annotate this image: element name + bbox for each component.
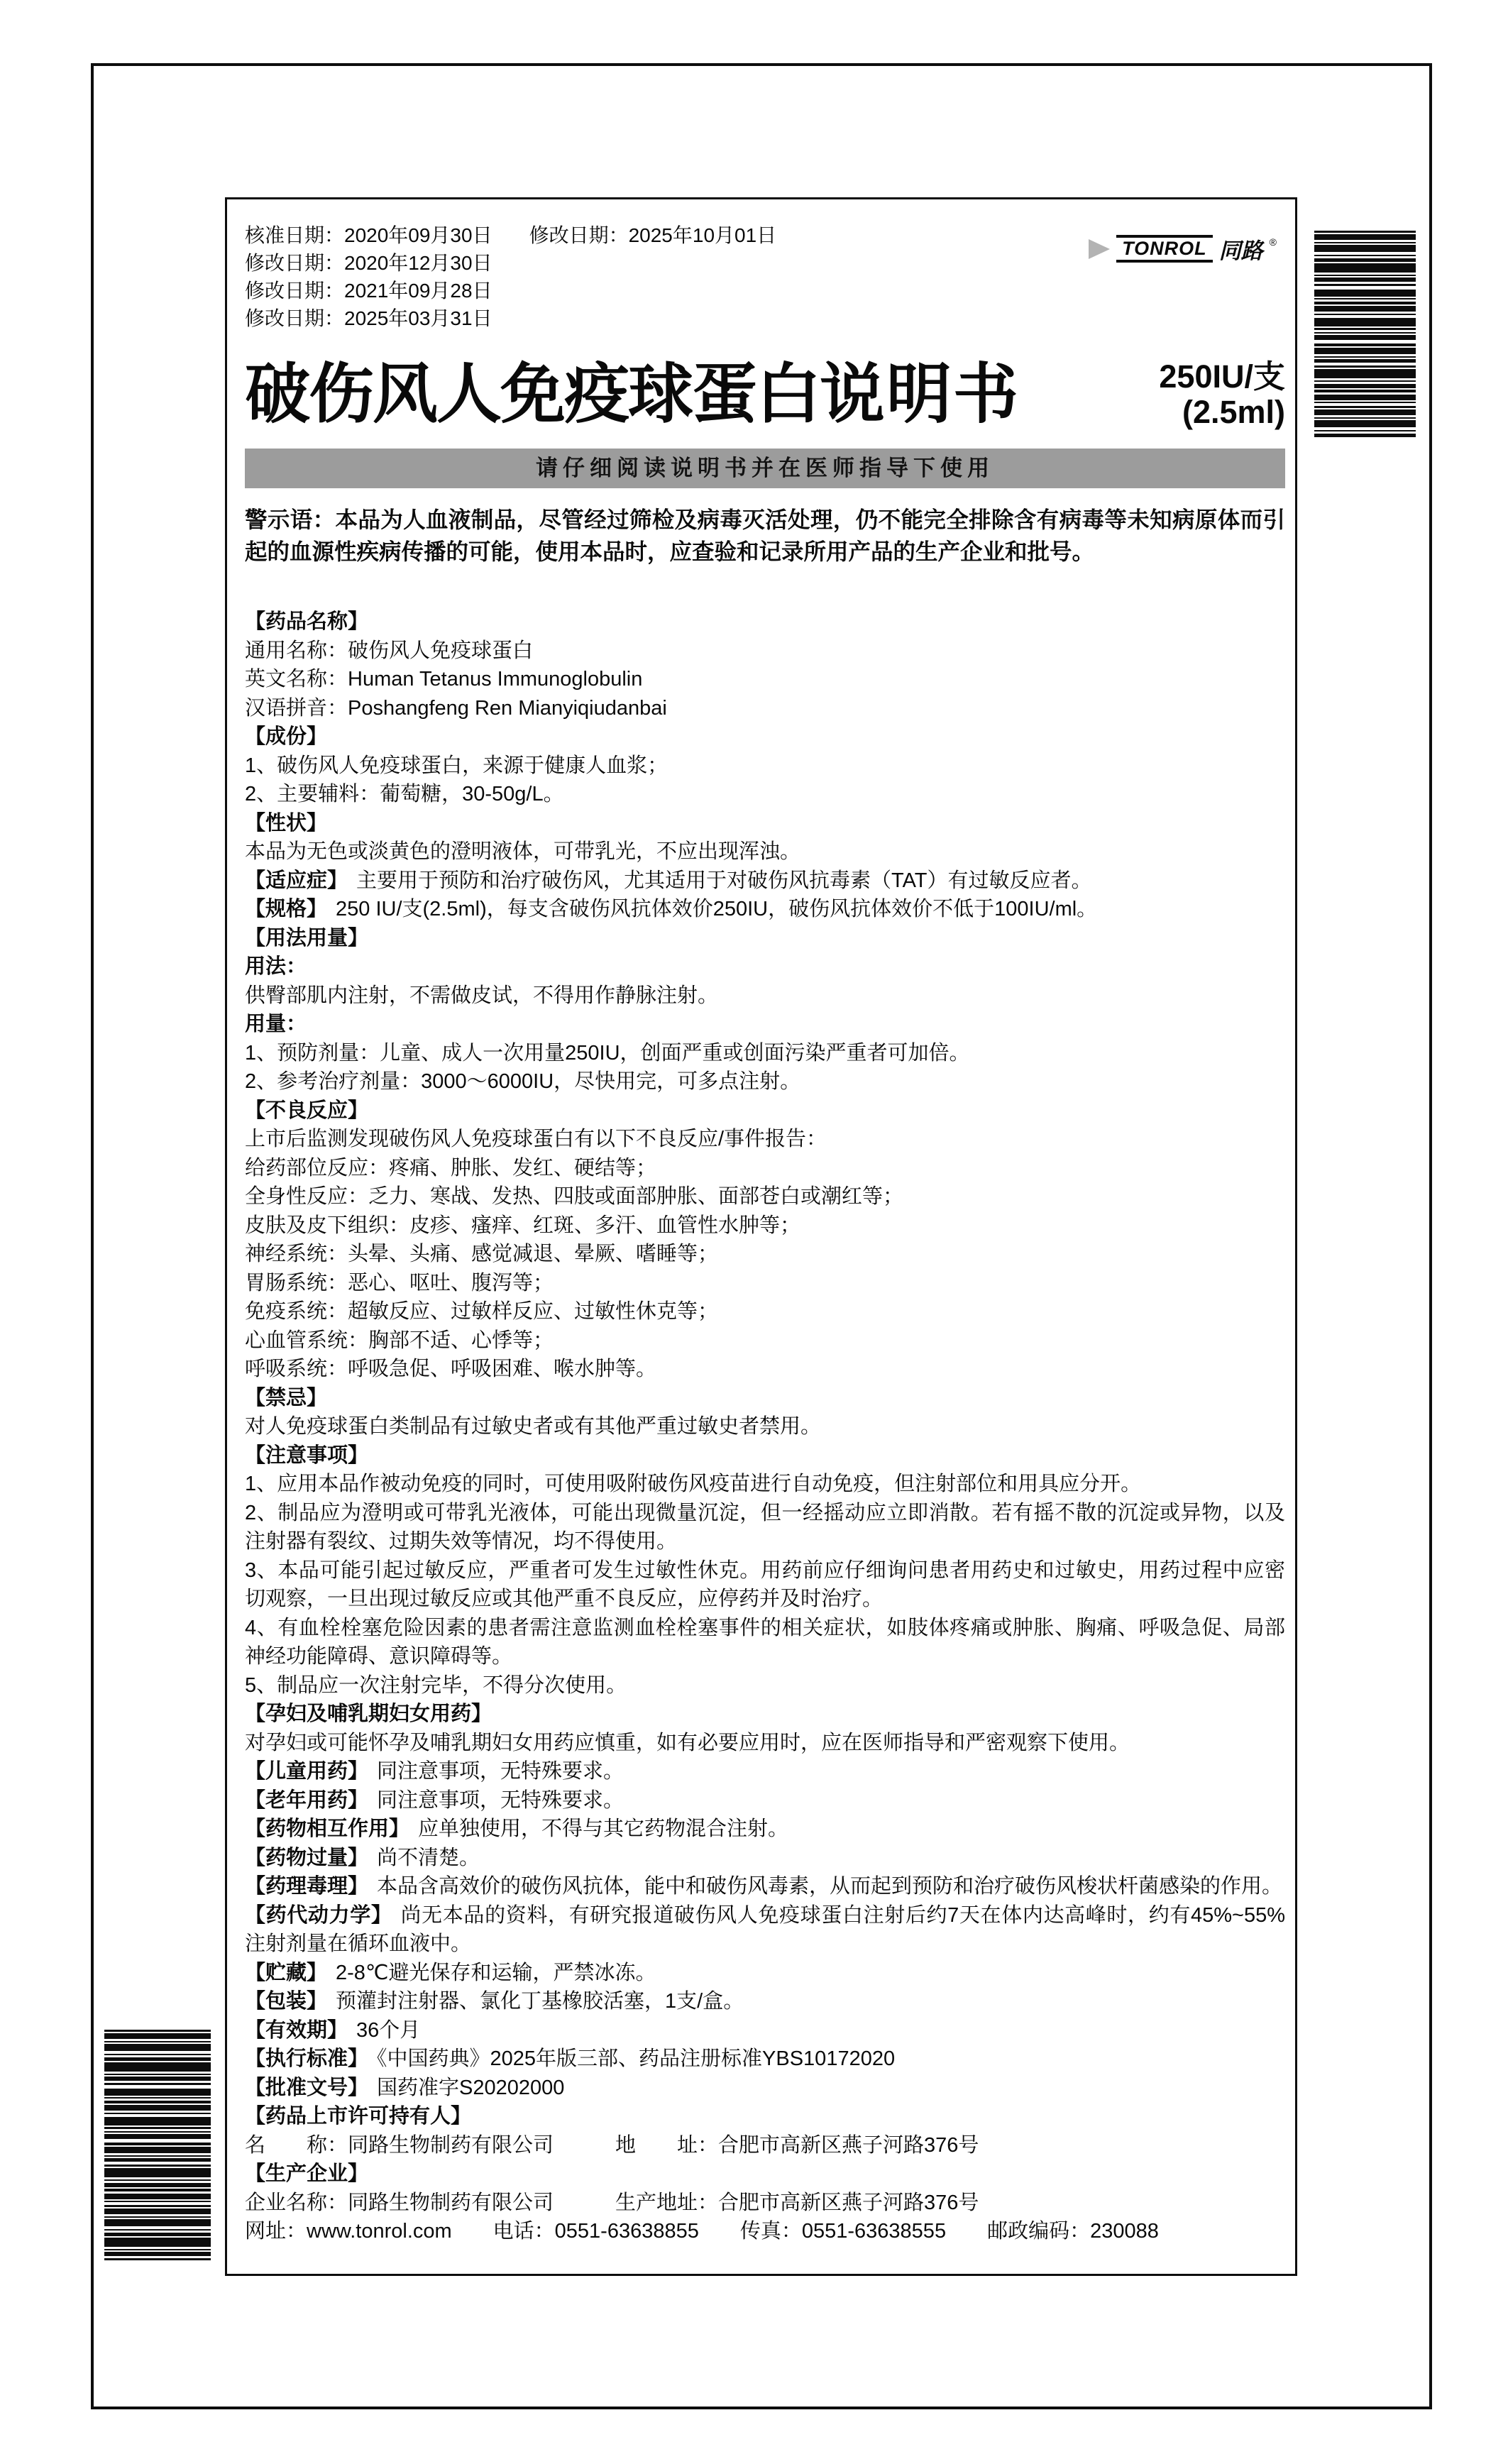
barcode-stripe <box>104 2179 211 2181</box>
barcode-top-right <box>1314 231 1416 440</box>
paragraph-text: 1、破伤风人免疫球蛋白，来源于健康人血浆； <box>245 754 668 777</box>
barcode-stripe <box>104 2183 211 2187</box>
barcode-stripe <box>1314 242 1416 243</box>
barcode-stripe <box>104 2258 211 2260</box>
text-line <box>245 1211 1285 1241</box>
text-line <box>245 837 1285 867</box>
barcode-stripe <box>104 2189 211 2191</box>
barcode-stripe <box>1314 402 1416 403</box>
barcode-stripe <box>104 2205 211 2207</box>
barcode-stripe <box>1314 384 1416 388</box>
section-line <box>245 2074 1285 2103</box>
section-heading: 【不良反应】 <box>245 1099 369 1122</box>
barcode-stripe <box>1314 409 1416 415</box>
barcode-stripe <box>104 2219 211 2226</box>
paragraph-text: 对人免疫球蛋白类制品有过敏史者或有其他严重过敏史者禁用。 <box>245 1415 822 1438</box>
barcode-stripe <box>104 2168 211 2177</box>
paragraph-text: 2、制品应为澄明或可带乳光液体，可能出现微量沉淀，但一经摇动应立即消散。若有摇不散的沉淀或异物，以及注射器有裂纹、过期失效等情况，均不得使用。 <box>245 1501 1285 1553</box>
paragraph-text: 对孕妇或可能怀孕及哺乳期妇女用药应慎重，如有必要应用时，应在医师指导和严密观察下使用。 <box>245 1731 1130 1754</box>
section-line <box>245 895 1285 924</box>
section-heading: 【药物相互作用】 <box>245 1817 410 1840</box>
barcode-stripe <box>104 2209 211 2214</box>
section-inline-text: 《中国药典》2025年版三部、药品注册标准YBS10172020 <box>377 2047 896 2070</box>
barcode-stripe <box>104 2030 211 2032</box>
section-inline-text: 同注意事项，无特殊要求。 <box>377 1788 624 1812</box>
section-line <box>245 1786 1285 1815</box>
barcode-stripe <box>1314 314 1416 315</box>
section-heading: 【药代动力学】 <box>245 1903 392 1927</box>
section-line <box>245 1384 1285 1413</box>
barcode-stripe <box>104 2249 211 2250</box>
section-heading: 【批准文号】 <box>245 2076 369 2099</box>
section-inline-text: 尚无本品的资料，有研究报道破伤风人免疫球蛋白注射后约7天在体内达高峰时，约有45%~55%注射剂量在循环血液中。 <box>245 1903 1285 1955</box>
barcode-stripe <box>104 2127 211 2129</box>
section-inline-text: 尚不清楚。 <box>377 1846 480 1869</box>
section-inline-text: 预灌封注射器、氯化丁基橡胶活塞，1支/盒。 <box>336 1990 744 2013</box>
text-line <box>245 1729 1285 1758</box>
section-line <box>245 1441 1285 1470</box>
text-line <box>245 752 1285 781</box>
barcode-stripe <box>1314 263 1416 273</box>
spec-volume: (2.5ml) <box>1182 394 1285 430</box>
barcode-stripe <box>104 2201 211 2202</box>
paragraph-text: 3、本品可能引起过敏反应，严重者可发生过敏性休克。用药前应仔细询问患者用药史和过敏史，用药过程中应密切观察，一旦出现过敏反应或其他严重不良反应，应停药并及时治疗。 <box>245 1558 1285 1610</box>
subheading: 用法： <box>245 955 307 978</box>
barcode-stripe <box>1314 348 1416 354</box>
text-line <box>245 2131 1285 2160</box>
section-heading: 【生产企业】 <box>245 2162 369 2185</box>
text-line <box>245 1297 1285 1326</box>
logo-triangle-icon <box>1089 239 1110 259</box>
barcode-stripe <box>104 2062 211 2072</box>
paragraph-text: 1、预防剂量：儿童、成人一次用量250IU，创面严重或创面污染严重者可加倍。 <box>245 1041 970 1065</box>
barcode-stripe <box>1314 406 1416 408</box>
barcode-stripe <box>1314 306 1416 312</box>
section-inline-text: 主要用于预防和治疗破伤风，尤其适用于对破伤风抗毒素（TAT）有过敏反应者。 <box>356 869 1092 892</box>
barcode-stripe <box>1314 302 1416 304</box>
text-line <box>245 1355 1285 1384</box>
barcode-stripe <box>1314 258 1416 262</box>
text-line <box>245 2217 1285 2246</box>
barcode-stripe <box>1314 395 1416 400</box>
section-heading: 【适应症】 <box>245 869 348 892</box>
barcode-stripe <box>1314 275 1416 276</box>
section-heading: 【贮藏】 <box>245 1961 328 1984</box>
paragraph-text: 英文名称：Human Tetanus Immunoglobulin <box>245 668 643 691</box>
barcode-stripe <box>104 2216 211 2218</box>
barcode-stripe <box>104 2101 211 2103</box>
paragraph-text: 供臀部肌内注射，不需做皮试，不得用作静脉注射。 <box>245 984 719 1007</box>
barcode-stripe <box>104 2074 211 2075</box>
section-heading: 【性状】 <box>245 811 328 835</box>
section-inline-text: 2-8℃避光保存和运输，严禁冰冻。 <box>336 1961 656 1984</box>
paragraph-text: 2、参考治疗剂量：3000～6000IU，尽快用完，可多点注射。 <box>245 1070 801 1093</box>
section-heading: 【规格】 <box>245 898 328 920</box>
barcode-stripe <box>104 2041 211 2042</box>
barcode-stripe <box>1314 318 1416 326</box>
barcode-stripe <box>1314 298 1416 299</box>
leaflet-content <box>245 197 1285 2246</box>
text-line <box>245 1154 1285 1183</box>
barcode-stripe <box>1314 284 1416 286</box>
section-heading: 【药物过量】 <box>245 1846 369 1869</box>
barcode-stripe <box>104 2089 211 2096</box>
section-heading: 【有效期】 <box>245 2018 348 2042</box>
section-inline-text: 同注意事项，无特殊要求。 <box>377 1760 624 1783</box>
text-line <box>245 1470 1285 1499</box>
text-line <box>245 1671 1285 1700</box>
revision-date: 修改日期：2025年10月01日 <box>529 224 777 246</box>
dose-spec <box>1159 359 1285 431</box>
text-line <box>245 1010 1285 1039</box>
section-inline-text: 应单独使用，不得与其它药物混合注射。 <box>418 1817 789 1840</box>
barcode-stripe <box>104 2158 211 2162</box>
product-title <box>245 358 1020 431</box>
registered-trademark-icon: ® <box>1269 236 1277 248</box>
paragraph-text: 网址：www.tonrol.com 电话：0551-63638855 传真：0551-63638555 邮政编码：230088 <box>245 2220 1159 2243</box>
dates-block <box>245 197 1285 332</box>
text-line <box>245 1499 1285 1556</box>
barcode-stripe <box>104 2083 211 2085</box>
section-line <box>245 2045 1285 2074</box>
text-line <box>245 1614 1285 1671</box>
section-line <box>245 1901 1285 1959</box>
notice-bar: 请仔细阅读说明书并在医师指导下使用 <box>245 449 1285 488</box>
paragraph-text: 1、应用本品作被动免疫的同时，可使用吸附破伤风疫苗进行自动免疫，但注射部位和用具应分开。 <box>245 1473 1142 1495</box>
barcode-stripe <box>1314 420 1416 427</box>
barcode-stripe <box>1314 290 1416 297</box>
barcode-stripe <box>1314 434 1416 437</box>
section-line <box>245 722 1285 752</box>
section-line <box>245 1096 1285 1126</box>
paragraph-text: 上市后监测发现破伤风人免疫球蛋白有以下不良反应/事件报告： <box>245 1128 827 1150</box>
barcode-stripe <box>104 2131 211 2133</box>
section-line <box>245 1959 1285 1988</box>
text-line <box>245 1182 1285 1211</box>
barcode-stripe <box>104 2105 211 2111</box>
text-line <box>245 780 1285 809</box>
barcode-stripe <box>104 2194 211 2199</box>
paragraph-text: 2、主要辅料：葡萄糖，30-50g/L。 <box>245 783 564 805</box>
barcode-stripe <box>1314 343 1416 346</box>
text-line <box>245 694 1285 723</box>
section-heading: 【执行标准】 <box>245 2047 369 2070</box>
paragraph-text: 本品为无色或淡黄色的澄明液体，可带乳光，不应出现浑浊。 <box>245 840 801 863</box>
text-line <box>245 1240 1285 1269</box>
section-heading: 【孕妇及哺乳期妇女用药】 <box>245 1703 492 1725</box>
barcode-stripe <box>1314 335 1416 340</box>
leaflet-body <box>245 607 1285 2246</box>
section-inline-text: 36个月 <box>356 2018 421 2042</box>
paragraph-text: 免疫系统：超敏反应、过敏样反应、过敏性休克等； <box>245 1300 719 1323</box>
text-line <box>245 952 1285 981</box>
barcode-stripe <box>1314 365 1416 368</box>
paragraph-text: 名 称：同路生物制药有限公司 地 址：合肥市高新区燕子河路376号 <box>245 2133 979 2157</box>
barcode-stripe <box>104 2113 211 2114</box>
barcode-stripe <box>1314 245 1416 252</box>
section-line <box>245 1700 1285 1729</box>
section-line <box>245 1872 1285 1901</box>
title-suffix: 说明书 <box>820 358 1020 431</box>
revision-date: 修改日期：2025年03月31日 <box>245 307 492 329</box>
barcode-stripe <box>104 2054 211 2055</box>
section-line <box>245 1844 1285 1873</box>
barcode-stripe <box>1314 356 1416 358</box>
text-line <box>245 1326 1285 1355</box>
paragraph-text: 4、有血栓栓塞危险因素的患者需注意监测血栓栓塞事件的相关症状，如肢体疼痛或肿胀、胸痛、呼吸急促、局部神经功能障碍、意识障碍等。 <box>245 1616 1285 1668</box>
section-inline-text: 250 IU/支(2.5ml)，每支含破伤风抗体效价250IU，破伤风抗体效价不低于100IU/ml。 <box>336 898 1098 920</box>
paragraph-text: 通用名称：破伤风人免疫球蛋白 <box>245 639 534 662</box>
text-line <box>245 665 1285 694</box>
subheading: 用量： <box>245 1013 307 1035</box>
barcode-stripe <box>104 2044 211 2051</box>
text-line <box>245 637 1285 666</box>
paragraph-text: 汉语拼音：Poshangfeng Ren Mianyiqiudanbai <box>245 696 667 720</box>
barcode-stripe <box>1314 417 1416 419</box>
text-line <box>245 1269 1285 1298</box>
barcode-stripe <box>1314 328 1416 330</box>
section-line <box>245 2102 1285 2131</box>
section-heading: 【药理毒理】 <box>245 1875 369 1898</box>
section-line <box>245 607 1285 637</box>
paragraph-text: 心血管系统：胸部不适、心悸等； <box>245 1329 554 1352</box>
paragraph-text: 皮肤及皮下组织：皮疹、瘙痒、红斑、多汗、血管性水肿等； <box>245 1214 801 1237</box>
section-line <box>245 867 1285 896</box>
section-line <box>245 1815 1285 1844</box>
section-heading: 【儿童用药】 <box>245 1760 369 1783</box>
barcode-stripe <box>1314 234 1416 240</box>
barcode-stripe <box>104 2134 211 2139</box>
barcode-bottom-left <box>104 2030 211 2260</box>
barcode-stripe <box>1314 359 1416 363</box>
text-line <box>245 1039 1285 1068</box>
text-line <box>245 1125 1285 1154</box>
section-heading: 【注意事项】 <box>245 1443 369 1467</box>
barcode-stripe <box>1314 380 1416 382</box>
barcode-stripe <box>104 2143 211 2145</box>
barcode-stripe <box>104 2233 211 2236</box>
date-line <box>245 277 1285 304</box>
text-line <box>245 2189 1285 2218</box>
revision-date: 修改日期：2021年09月28日 <box>245 280 492 302</box>
spec-strength: 250IU/支 <box>1159 358 1285 395</box>
barcode-stripe <box>104 2155 211 2157</box>
barcode-stripe <box>1314 277 1416 282</box>
barcode-stripe <box>104 2147 211 2153</box>
section-line <box>245 1987 1285 2016</box>
text-line <box>245 1067 1285 1096</box>
text-line <box>245 981 1285 1011</box>
section-line <box>245 1757 1285 1786</box>
text-line <box>245 1412 1285 1441</box>
section-inline-text: 国药准字S20202000 <box>377 2076 565 2099</box>
barcode-stripe <box>104 2229 211 2231</box>
section-line <box>245 924 1285 953</box>
section-heading: 【药品名称】 <box>245 610 369 633</box>
section-heading: 【禁忌】 <box>245 1386 328 1409</box>
logo-latin-text: TONROL <box>1116 235 1213 263</box>
section-line <box>245 809 1285 838</box>
barcode-stripe <box>104 2057 211 2061</box>
barcode-stripe <box>1314 369 1416 378</box>
paragraph-text: 5、制品应一次注射完毕，不得分次使用。 <box>245 1673 627 1697</box>
barcode-stripe <box>104 2165 211 2167</box>
barcode-stripe <box>104 2117 211 2125</box>
barcode-stripe <box>1314 231 1416 233</box>
section-heading: 【药品上市许可持有人】 <box>245 2105 472 2128</box>
paragraph-text: 神经系统：头晕、头痛、感觉减退、晕厥、嗜睡等； <box>245 1243 719 1265</box>
section-line <box>245 2016 1285 2045</box>
barcode-stripe <box>104 2077 211 2081</box>
section-inline-text: 本品含高效价的破伤风抗体，能中和破伤风毒素，从而起到预防和治疗破伤风梭状杆菌感染的作用。 <box>377 1875 1283 1898</box>
paragraph-text: 胃肠系统：恶心、呕吐、腹泻等； <box>245 1271 554 1294</box>
revision-date: 修改日期：2020年12月30日 <box>245 252 492 274</box>
barcode-stripe <box>104 2033 211 2039</box>
product-name: 破伤风人免疫球蛋白 <box>245 358 820 431</box>
barcode-stripe <box>1314 332 1416 334</box>
paragraph-text: 给药部位反应：疼痛、肿胀、发红、硬结等； <box>245 1156 657 1179</box>
barcode-stripe <box>104 2238 211 2247</box>
warning-text: 警示语：本品为人血液制品，尽管经过筛检及病毒灭活处理，仍不能完全排除含有病毒等未知病原体而引起的血源性疾病传播的可能，使用本品时，应查验和记录所用产品的生产企业和批号。 <box>245 507 1285 564</box>
section-line <box>245 2160 1285 2189</box>
logo-chinese-text: 同路 <box>1218 238 1263 263</box>
paragraph-text: 企业名称：同路生物制药有限公司 生产地址：合肥市高新区燕子河路376号 <box>245 2191 979 2214</box>
text-line <box>245 1556 1285 1614</box>
section-heading: 【包装】 <box>245 1990 328 2013</box>
barcode-stripe <box>104 2252 211 2256</box>
barcode-stripe <box>104 2097 211 2099</box>
title-row <box>245 358 1285 431</box>
approval-date: 核准日期：2020年09月30日 <box>245 224 492 246</box>
paragraph-text: 呼吸系统：呼吸急促、呼吸困难、喉水肿等。 <box>245 1358 657 1380</box>
section-heading: 【老年用药】 <box>245 1788 369 1812</box>
brand-logo <box>1089 233 1277 265</box>
section-heading: 【成份】 <box>245 725 328 748</box>
barcode-stripe <box>1314 430 1416 431</box>
paragraph-text: 全身性反应：乏力、寒战、发热、四肢或面部肿胀、面部苍白或潮红等； <box>245 1185 904 1208</box>
barcode-stripe <box>1314 255 1416 256</box>
barcode-stripe <box>1314 390 1416 392</box>
section-heading: 【用法用量】 <box>245 926 369 950</box>
date-line <box>245 304 1285 332</box>
